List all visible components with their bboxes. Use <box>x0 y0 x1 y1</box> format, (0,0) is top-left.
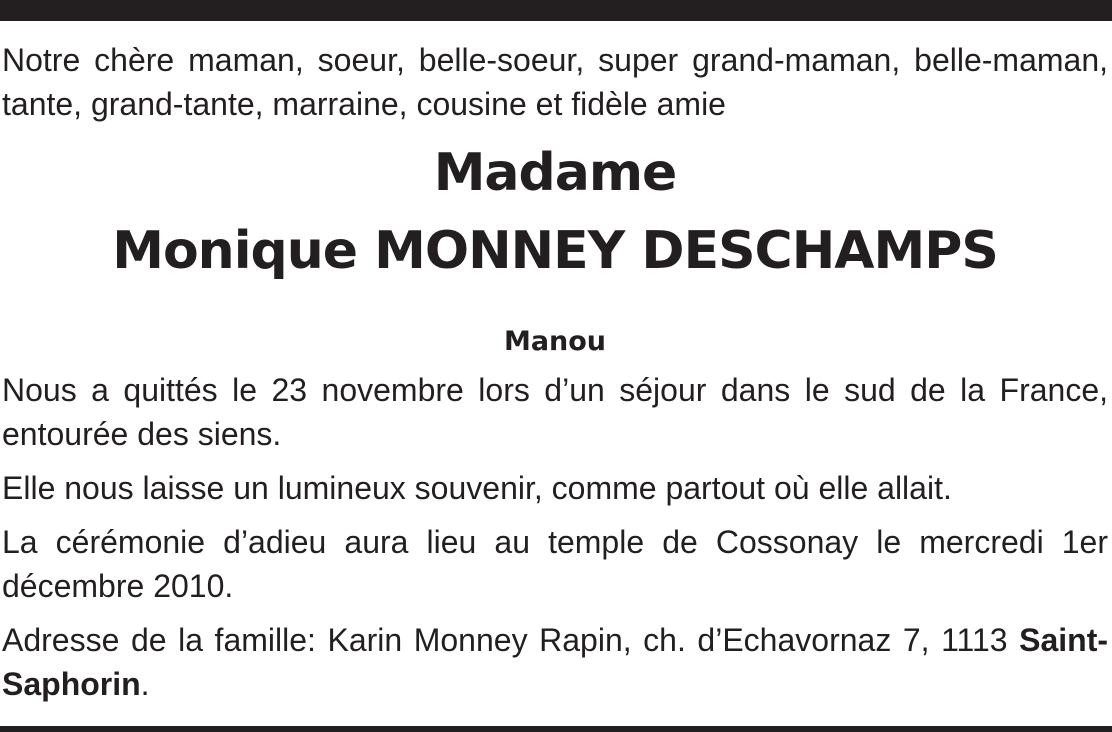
family-address <box>2 618 1108 706</box>
deceased-full-name: Monique MONNEY DESCHAMPS <box>112 221 998 281</box>
intro-text: Notre chère maman, soeur, belle-soeur, super grand-maman, belle-maman, tante, grand-tante, marraine, cousine et fidèle amie <box>2 42 1108 122</box>
top-border-rule <box>0 0 1112 21</box>
paragraph-ceremony: La cérémonie d’adieu aura lieu au temple de Cossonay le mercredi 1er décembre 2010. <box>2 524 1108 604</box>
address-city: Saint-Saphorin <box>2 622 1108 702</box>
nickname: Manou <box>503 326 607 357</box>
address-end: . <box>140 666 150 702</box>
bottom-border-rule <box>0 726 1112 732</box>
deceased-name-block <box>2 134 1108 290</box>
paragraph-passing: Nous a quittés le 23 novembre lors d’un séjour dans le sud de la France, entourée des siens. <box>2 372 1108 452</box>
address-text: Adresse de la famille: Karin Monney Rapin, ch. d’Echavornaz 7, 1113 <box>2 622 1020 658</box>
obituary-notice <box>2 38 1108 716</box>
paragraph-memory: Elle nous laisse un lumineux souvenir, comme partout où elle allait. <box>2 470 952 506</box>
honorific-title: Madame <box>433 143 677 203</box>
